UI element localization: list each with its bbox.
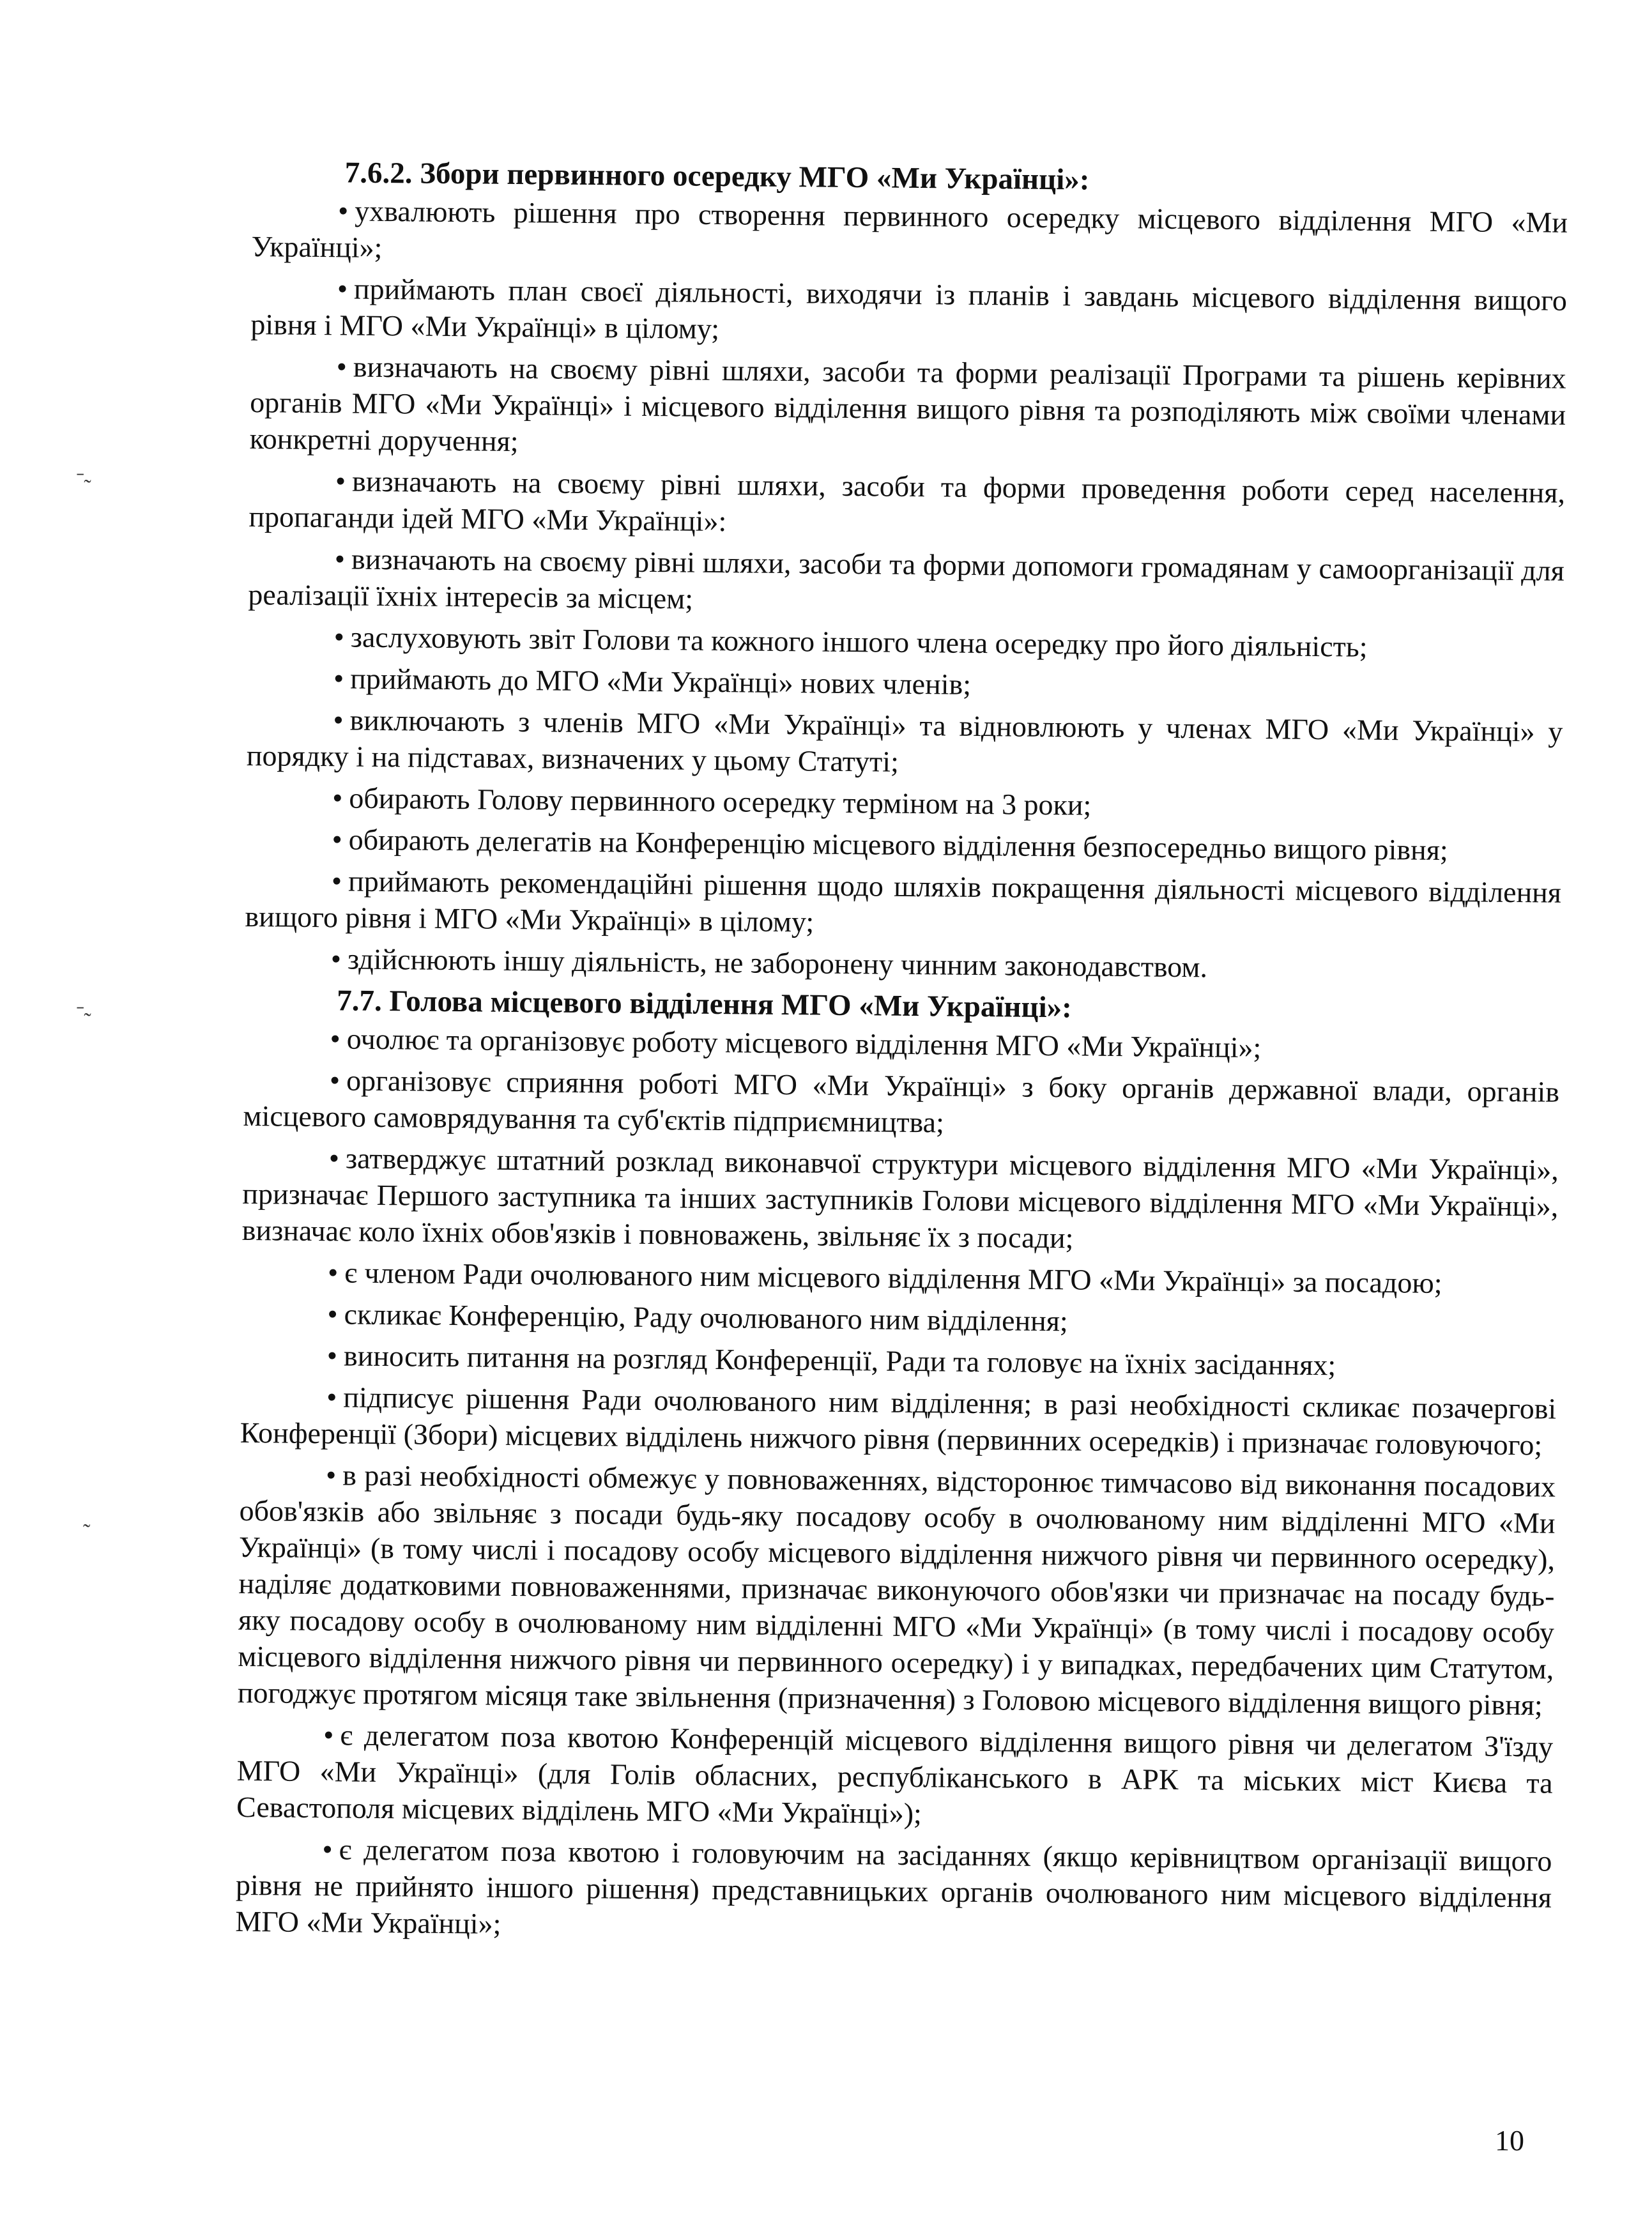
bullet-icon: • xyxy=(328,1142,340,1175)
bullet-icon: • xyxy=(332,823,343,856)
scan-mark: ˷ xyxy=(83,1504,91,1528)
bullet-icon: • xyxy=(334,542,346,576)
bullet-icon: • xyxy=(327,1297,338,1331)
bullet-icon: • xyxy=(332,781,343,815)
list-item xyxy=(248,540,1564,625)
bullet-icon: • xyxy=(333,662,344,695)
list-item-text: визначають на своєму рівні шляхи, засоби та форми реалізації Програми та рішень керівних органів МГО «Ми Українці» і місцевого відділення вищого рівня та розподіляють між своїми членами конкретні доручення; xyxy=(249,350,1566,458)
list-item-text: організовує сприяння роботі МГО «Ми Українці» з боку органів державної влади, органів місцевого самоврядування та суб'єктів підприємництва; xyxy=(243,1064,1560,1139)
list-item-text: ухвалюють рішення про створення первинного осередку місцевого відділення МГО «Ми Українці»; xyxy=(251,194,1568,264)
bullet-icon: • xyxy=(326,1381,337,1414)
list-item-text: здійснюють іншу діяльність, не заборонену чинним законодавством. xyxy=(347,942,1208,984)
list-item-text: виключають з членів МГО «Ми Українці» та відновлюють у членах МГО «Ми Українці» у порядку і на підставах, визначених у цьому Статуті; xyxy=(246,703,1563,778)
list-item xyxy=(247,618,1563,667)
list-item-text: є делегатом поза квотою і головуючим на засіданнях (якщо керівництвом організації вищого рівня не прийнято іншого рішення) представницьких органів очолюваного ним місцевого відділення МГО «Ми Українці»; xyxy=(235,1833,1552,1940)
bullet-icon: • xyxy=(331,864,342,898)
list-item xyxy=(240,1378,1557,1464)
bullet-icon: • xyxy=(335,464,346,498)
document-page xyxy=(235,153,1568,1957)
list-item xyxy=(241,1253,1557,1303)
bullet-icon: • xyxy=(333,703,344,737)
list-item-text: приймають до МГО «Ми Українці» нових членів; xyxy=(349,662,972,701)
section-7-7-list xyxy=(235,1020,1560,1952)
list-item-text: в разі необхідності обмежує у повноваженнях, відсторонює тимчасово від виконання посадових обов'язків або звільняє з посади будь-яку посадову особу в очолюваному ним відділенні МГО «Ми Українці» (в тому числі і посадову особу місцевого відділення нижчого рівня чи первинного осередку), наділяє додатковими повноваженнями, призначає виконуючого обов'язки чи призначає на посаду будь-яку посадову особу в очолюваному ним відділенні МГО «Ми Українці» (в тому числі і посадову особу місцевого відділення нижчого рівня чи первинного осередку) і у випадках, передбачених цим Статутом, погоджує протягом місяця таке звільнення (призначення) з Головою місцевого відділення вищого рівня; xyxy=(237,1458,1556,1722)
list-item xyxy=(235,1830,1552,1952)
bullet-icon: • xyxy=(326,1339,338,1372)
list-item xyxy=(243,1061,1559,1147)
list-item-text: є делегатом поза квотою Конференцій місцевого відділення вищого рівня чи делегатом З'їзду МГО «Ми Українці» (для Голів обласних, республіканського в АРК та міських міст Києва та Севастополя місцевих відділень МГО «Ми Українці»); xyxy=(236,1718,1554,1830)
list-item xyxy=(241,1295,1557,1344)
list-item xyxy=(245,862,1561,947)
bullet-icon: • xyxy=(337,194,349,227)
list-item xyxy=(247,659,1563,708)
list-item xyxy=(236,1716,1554,1838)
page-number: 10 xyxy=(1495,2124,1524,2157)
bullet-icon: • xyxy=(322,1833,333,1866)
list-item-text: обирають делегатів на Конференцію місцевого відділення безпосередньо вищого рівня; xyxy=(348,823,1448,867)
bullet-icon: • xyxy=(330,1022,341,1055)
list-item-text: затверджує штатний розклад виконавчої структури місцевого відділення МГО «Ми Українці», призначає Першого заступника та інших заступників Голови місцевого відділення МГО «Ми Українці», визначає коло їхніх обов'язків і повноважень, звільняє їх з посади; xyxy=(241,1142,1559,1255)
bullet-icon: • xyxy=(327,1256,339,1289)
section-7-6-2-list xyxy=(245,192,1568,989)
list-item-text: приймають рекомендаційні рішення щодо шляхів покращення діяльності місцевого відділення вищого рівня і МГО «Ми Українці» в цілому; xyxy=(245,864,1562,938)
list-item xyxy=(246,779,1562,828)
list-item xyxy=(245,940,1561,989)
bullet-icon: • xyxy=(336,350,348,383)
list-item xyxy=(249,462,1565,547)
scan-mark: ˗˷ xyxy=(77,993,91,1017)
list-item xyxy=(238,1456,1556,1724)
bullet-icon: • xyxy=(329,1064,340,1097)
list-item xyxy=(241,1336,1557,1386)
list-item xyxy=(250,270,1567,355)
bullet-icon: • xyxy=(330,942,342,975)
list-item xyxy=(247,701,1563,786)
list-item-text: визначають на своєму рівні шляхи, засоби та форми допомоги громадянам у самоорганізації для реалізації їхніх інтересів за місцем; xyxy=(248,542,1565,615)
bullet-icon: • xyxy=(323,1718,334,1752)
list-item-text: є членом Ради очолюваного ним місцевого відділення МГО «Ми Українці» за посадою; xyxy=(344,1256,1442,1299)
scan-mark: ˗˷ xyxy=(77,460,91,484)
list-item-text: визначають на своєму рівні шляхи, засоби та форми проведення роботи серед населення, пропаганди ідей МГО «Ми Українці»: xyxy=(249,464,1566,538)
list-item xyxy=(245,820,1561,869)
list-item-text: обирають Голову первинного осередку терміном на 3 роки; xyxy=(349,781,1092,822)
list-item xyxy=(251,192,1568,277)
bullet-icon: • xyxy=(337,272,348,305)
list-item-text: заслуховують звіт Голови та кожного іншого члена осередку про його діяльність; xyxy=(350,620,1368,663)
list-item xyxy=(242,1139,1559,1261)
list-item xyxy=(249,348,1566,470)
bullet-icon: • xyxy=(333,620,345,654)
list-item-text: приймають план своєї діяльності, виходячи із планів і завдань місцевого відділення вищого рівня і МГО «Ми Українці» в цілому; xyxy=(250,272,1568,346)
section-heading-7-6-2: 7.6.2. Збори первинного осередку МГО «Ми Українці»: xyxy=(344,156,1090,197)
bullet-icon: • xyxy=(325,1458,337,1492)
list-item-text: підписує рішення Ради очолюваного ним відділення; в разі необхідності скликає позачергові Конференції (Збори) місцевих відділень нижчого рівня (первинних осередків) і призначає головуючого; xyxy=(240,1381,1557,1462)
list-item-text: очолює та організовує роботу місцевого відділення МГО «Ми Українці»; xyxy=(346,1022,1262,1064)
section-heading-7-7: 7.7. Голова місцевого відділення МГО «Ми Українці»: xyxy=(337,984,1073,1025)
list-item-text: скликає Конференцію, Раду очолюваного ним відділення; xyxy=(344,1297,1068,1338)
list-item-text: виносить питання на розгляд Конференції, Ради та головує на їхніх засіданнях; xyxy=(343,1339,1336,1382)
